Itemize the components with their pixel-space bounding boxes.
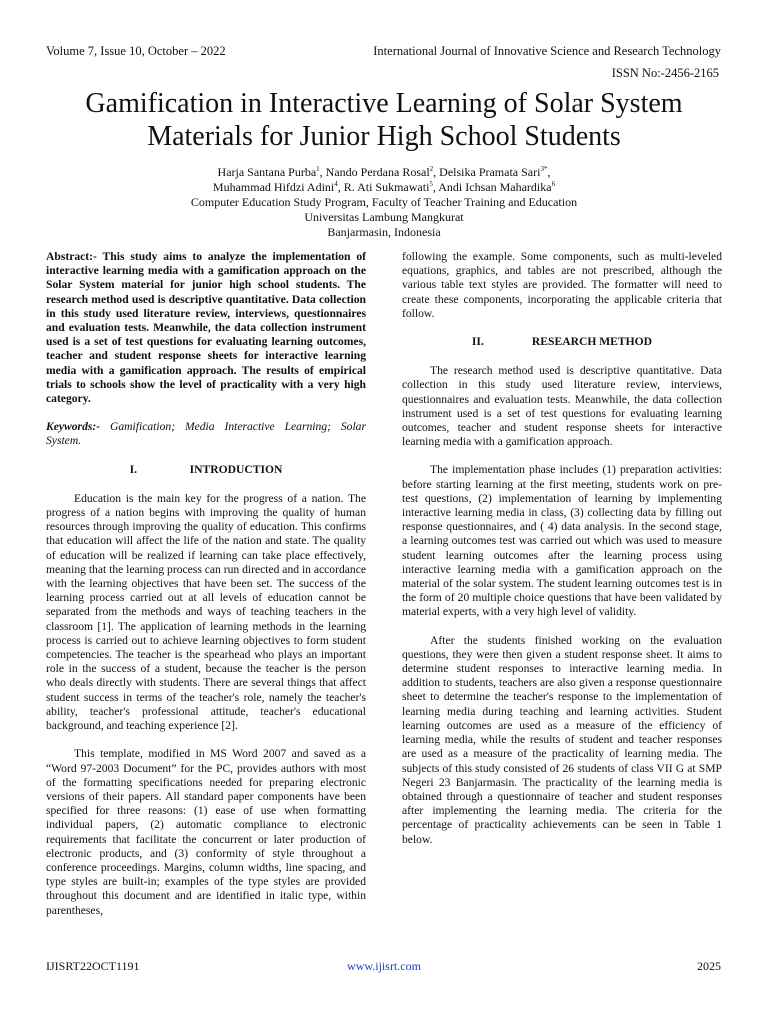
keywords	[46, 420, 366, 448]
author-name: Muhammad Hifdzi Adini	[212, 180, 335, 194]
author-sup: 4	[334, 180, 338, 188]
paper-code: IJISRT22OCT1191	[46, 959, 140, 973]
section-number: II.	[471, 335, 484, 349]
continued-paragraph: following the example. Some components, such as multi-leveled equations, graphics, and tables are not prescribed, although the various table text styles are provided. The formatter will need to create these components, incorporating the applicable criteria that follow.	[402, 250, 722, 320]
section-title: RESEARCH METHOD	[531, 335, 653, 349]
method-paragraph-2: The implementation phase includes (1) preparation activities: before starting learning at the first meeting, students work on pre-test questions, (2) implementation of learning by implementing interactive learning media in class, (3) collecting data by filling out response questionnaires, and ( 4) data analysis. In the second stage, a learning outcomes test was carried out which was used to measure student learning outcomes after the learning process using interactive learning media with a gamification approach on the material of the solar system. The student learning outcomes test is in the form of 20 multiple choice questions that have been validated by material experts, with a very high level of validity.	[402, 463, 722, 619]
page-number: 2025	[697, 959, 721, 973]
author-sup: 1	[316, 165, 320, 173]
right-column	[402, 250, 722, 861]
left-column	[46, 250, 366, 932]
section-heading-introduction	[46, 463, 366, 477]
author-name: R. Ati Sukmawati	[343, 180, 430, 194]
university: Universitas Lambung Mangkurat	[304, 210, 464, 224]
method-paragraph-3: After the students finished working on the evaluation questions, they were then given a student response sheet. It aims to determine student responses to interactive learning media. In addition to students, teachers are also given a response questionnaire sheet to determine the teacher's response to the implementation of learning media during teaching and learning activities. Student learning outcomes are used as a measure of the efficiency of learning media, while the results of student and teacher responses are used as a measure of the practicality of learning media. The subjects of this study consisted of 26 students of class VII G at SMP Negeri 23 Banjarmasin. The practicality of the learning media is obtained through a questionnaire of teacher and student responses after implementing the learning media. The criteria for the percentage of practicality achievements can be seen in Table 1 below.	[402, 633, 722, 846]
keywords-text: Gamification; Media Interactive Learning; Solar System.	[46, 420, 366, 448]
affiliation: Computer Education Study Program, Faculty of Teacher Training and Education	[190, 195, 578, 209]
method-paragraph-1: The research method used is descriptive quantitative. Data collection in this study used literature review, interviews, questionnaires and evaluation tests. Meanwhile, the data collection instrument used is a set of test questions for evaluating learning outcomes, teacher and student response sheets for interactive learning media with a gamification approach.	[402, 364, 722, 449]
journal-name: International Journal of Innovative Science and Research Technology	[373, 44, 721, 58]
intro-paragraph-2: This template, modified in MS Word 2007 and saved as a “Word 97-2003 Document” for the PC, provides authors with most of the formatting specifications needed for preparing electronic versions of their papers. All standard paper components have been specified for three reasons: (1) ease of use when formatting individual papers, (2) automatic compliance to electronic requirements that facilitate the concurrent or later production of electronic products, and (3) conformity of style throughout a conference proceedings. Margins, column widths, line spacing, and type styles are built-in; examples of the type styles are provided throughout this document and are identified in italic type, within parentheses,	[46, 747, 366, 917]
author-sup: 5	[429, 180, 433, 188]
issn: ISSN No:-2456-2165	[611, 66, 719, 80]
location: Banjarmasin, Indonesia	[327, 225, 441, 239]
author-name: Harja Santana Purba	[217, 165, 317, 179]
author-sup: 2	[429, 165, 434, 173]
author-line-2: Muhammad Hifdzi Adini$^4$, R. Ati Sukmawati$^5$, Andi Ichsan Mahardika$^6$	[212, 180, 556, 194]
volume-info: Volume 7, Issue 10, October – 2022	[46, 44, 226, 58]
author-line-1: Harja Santana Purba$^1$, Nando Perdana Rosal$^2$, Delsika Pramata Sari$^{3*}$,	[217, 165, 551, 179]
intro-paragraph-1: Education is the main key for the progress of a nation. The progress of a nation begins with improving the quality of human resources through improving the quality of education. This confirms that education will affect the life of the nation and state. The quality of education will be realized if learning can take place effectively, meaning that the learning process can run directed and in accordance with the learning objectives that have been set. The success of the learning process carried out at all levels of education cannot be separated from the methods and ways of teaching teachers in the classroom [1]. The application of learning methods in the learning process is carried out to achieve learning objectives to form student competencies. The teacher is the spearhead who plays an important role in the success of a student, because the teacher is the person who deals directly with students. There are several things that affect student success in terms of the teacher's role, namely the teacher's ability, teacher's professional attitude, teacher's educational background, and teaching experience [2].	[46, 491, 366, 733]
section-number: I.	[129, 462, 138, 476]
keywords-label: Keywords:-	[46, 420, 101, 434]
section-title: INTRODUCTION	[189, 462, 283, 476]
author-name: Nando Perdana Rosal	[325, 165, 430, 179]
author-block	[60, 165, 708, 240]
abstract: Abstract:- This study aims to analyze the implementation of interactive learning media with a gamification approach on the Solar System material for junior high school students. The research method used is descriptive quantitative. Data collection in this study used literature review, interviews, questionnaires and evaluation tests. Meanwhile, the data collection instrument used is a set of test questions for evaluating learning outcomes, teacher and student response sheets for interactive learning media with a gamification approach. The results of empirical trials to schools show the level of practicality with a very high category.	[46, 250, 366, 406]
author-name: Andi Ichsan Mahardika	[438, 180, 552, 194]
author-sup: 3*	[540, 165, 548, 173]
author-sup: 6	[551, 180, 556, 188]
author-name: Delsika Pramata Sari	[439, 165, 541, 179]
section-heading-research-method	[402, 335, 722, 349]
journal-url-link[interactable]: www.ijisrt.com	[347, 959, 421, 973]
paper-title: Gamification in Interactive Learning of Solar System Materials for Junior High School Students	[85, 88, 683, 152]
